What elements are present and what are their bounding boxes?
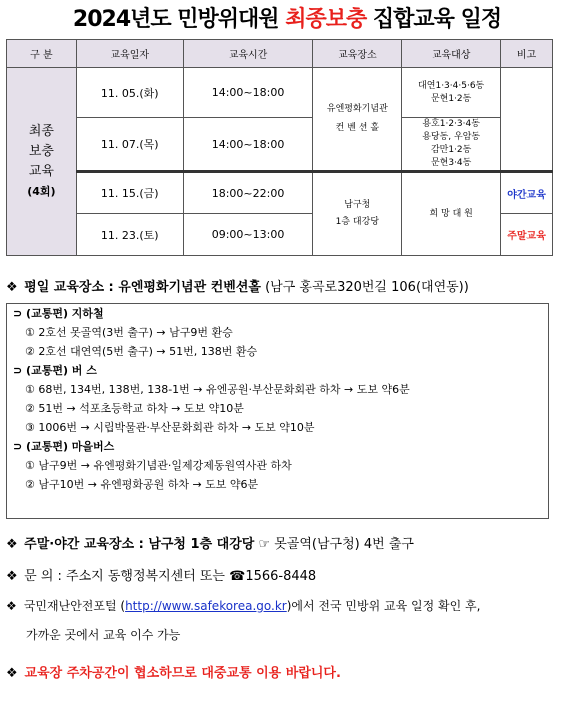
table-row (7, 172, 553, 214)
place-cell: 유엔평화기념관 컨 벤 션 홀 (313, 68, 402, 172)
note-cell (501, 68, 553, 172)
date-cell: 11. 23.(토) (76, 214, 183, 256)
time-cell: 14:00~18:00 (183, 118, 313, 172)
transport-header: ⊃ (교통편) 버 스 (13, 364, 97, 377)
transport-header: ⊃ (교통편) 지하철 (13, 307, 104, 320)
place-cell: 남구청 1층 대강당 (313, 172, 402, 256)
list-item: ① 68번, 134번, 138번, 138-1번 → 유엔공원·부산문화회관 하차 → 도보 약6분 (25, 383, 410, 396)
time-cell: 14:00~18:00 (183, 68, 313, 118)
column-header: 구 분 (7, 40, 77, 68)
transport-box (6, 303, 549, 519)
list-item: ② 2호선 대연역(5번 출구) → 51번, 138번 환승 (25, 345, 258, 358)
parking-warning: ❖ 교육장 주차공간이 협소하므로 대중교통 이용 바랍니다. (6, 666, 341, 681)
weekday-location: ❖ 평일 교육장소 : 유엔평화기념관 컨벤션홀 (남구 홍곡로320번길 106(대연동)) (6, 280, 469, 295)
diamond-bullet-icon: ❖ (6, 280, 18, 295)
table-row (7, 68, 553, 118)
safekorea-link[interactable]: http://www.safekorea.go.kr (125, 599, 287, 613)
time-cell: 09:00~13:00 (183, 214, 313, 256)
target-cell: 대연1·3·4·5·6동 문현1·2동 (402, 68, 501, 118)
diamond-bullet-icon: ❖ (6, 537, 18, 552)
list-item: ① 남구9번 → 유엔평화기념관·일제강제동원역사관 하차 (25, 459, 292, 472)
inquiry: ❖ 문 의 : 주소지 동행정복지센터 또는 ☎1566-8448 (6, 569, 317, 584)
safekorea-line2: 가까운 곳에서 교육 이수 가능 (26, 628, 181, 642)
list-item: ③ 1006번 → 시립박물관·부산문화회관 하차 → 도보 약10분 (25, 421, 315, 434)
date-cell: 11. 07.(목) (76, 118, 183, 172)
time-cell: 18:00~22:00 (183, 172, 313, 214)
note-weekend: 주말교육 (501, 214, 553, 256)
date-cell: 11. 15.(금) (76, 172, 183, 214)
diamond-bullet-icon: ❖ (6, 599, 17, 613)
category-cell: 최종 보충 교육 (4회) (7, 68, 77, 256)
list-item: ① 2호선 못골역(3번 출구) → 남구9번 환승 (25, 326, 233, 339)
list-item: ② 남구10번 → 유엔평화공원 하차 → 도보 약6분 (25, 478, 259, 491)
table-row (7, 118, 553, 172)
safekorea-notice: ❖ 국민재난안전포털 (http://www.safekorea.go.kr)에서 전국 민방위 교육 일정 확인 후, 가까운 곳에서 교육 이수 가능 (6, 599, 481, 642)
target-cell: 희 망 대 원 (402, 172, 501, 256)
target-cell: 용호1·2·3·4동 용당동, 우암동 감만1·2동 문현3·4동 (402, 118, 501, 172)
transport-header: ⊃ (교통편) 마을버스 (13, 440, 115, 453)
diamond-bullet-icon: ❖ (6, 569, 18, 584)
column-header: 교육대상 (402, 40, 501, 68)
column-header: 교육장소 (313, 40, 402, 68)
column-header: 교육시간 (183, 40, 313, 68)
list-item: ② 51번 → 석포초등학교 하차 → 도보 약10분 (25, 402, 244, 415)
page-title: 2024년도 민방위대원 최종보충 집합교육 일정 (72, 7, 502, 32)
schedule-table (6, 39, 553, 256)
diamond-bullet-icon: ❖ (6, 666, 18, 681)
note-night: 야간교육 (501, 172, 553, 214)
column-header: 비고 (501, 40, 553, 68)
date-cell: 11. 05.(화) (76, 68, 183, 118)
weekend-location: ❖ 주말·야간 교육장소 : 남구청 1층 대강당 ☞ 못골역(남구청) 4번 출구 (6, 537, 414, 552)
table-header-row (7, 40, 553, 68)
column-header: 교육일자 (76, 40, 183, 68)
